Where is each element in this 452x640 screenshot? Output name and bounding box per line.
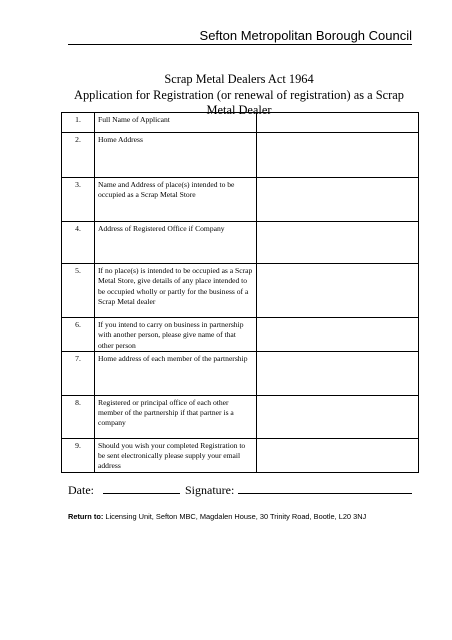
partner-name-field[interactable] [257, 318, 419, 352]
row-number: 9. [62, 438, 95, 472]
row-label-scrap-metal-store: Name and Address of place(s) intended to be occupied as a Scrap Metal Store [95, 178, 257, 222]
form-row-8 [62, 395, 419, 438]
other-place-field[interactable] [257, 264, 419, 318]
row-number: 3. [62, 178, 95, 222]
signature-label: Signature: [185, 483, 235, 497]
form-row-1 [62, 113, 419, 133]
row-number: 4. [62, 222, 95, 264]
partner-office-field[interactable] [257, 395, 419, 438]
registered-office-field[interactable] [257, 222, 419, 264]
row-label-partner-office: Registered or principal office of each other member of the partnership if that partner is a company [95, 395, 257, 438]
row-label-registered-office: Address of Registered Office if Company [95, 222, 257, 264]
row-label-partner-name: If you intend to carry on business in partnership with another person, please give name of that other person [95, 318, 257, 352]
row-label-full-name: Full Name of Applicant [95, 113, 257, 133]
home-address-field[interactable] [257, 133, 419, 178]
application-title-line-1: Application for Registration (or renewal of registration) as a Scrap [74, 87, 404, 102]
date-label: Date: [68, 483, 94, 497]
application-title-line-2: Metal Dealer [206, 103, 272, 118]
partner-home-address-field[interactable] [257, 351, 419, 395]
full-name-field[interactable] [257, 113, 419, 133]
application-form-table [61, 112, 419, 473]
form-row-2 [62, 133, 419, 178]
form-row-6 [62, 318, 419, 352]
row-number: 2. [62, 133, 95, 178]
row-label-email: Should you wish your completed Registration to be sent electronically please supply your email address [95, 438, 257, 472]
row-number: 5. [62, 264, 95, 318]
scrap-metal-store-field[interactable] [257, 178, 419, 222]
form-row-7 [62, 351, 419, 395]
row-label-home-address: Home Address [95, 133, 257, 178]
return-address-line [68, 512, 428, 521]
form-row-3 [62, 178, 419, 222]
form-row-9 [62, 438, 419, 472]
row-number: 1. [62, 113, 95, 133]
council-name: Sefton Metropolitan Borough Council [199, 28, 412, 43]
return-address: Licensing Unit, Sefton MBC, Magdalen House, 30 Trinity Road, Bootle, L20 3NJ [105, 512, 367, 521]
return-label: Return to: [68, 512, 104, 521]
signature-field[interactable] [238, 493, 412, 494]
row-number: 7. [62, 351, 95, 395]
act-title: Scrap Metal Dealers Act 1964 [164, 72, 314, 86]
row-label-other-place: If no place(s) is intended to be occupied as a Scrap Metal Store, give details of any place intended to be occupied wholly or partly for the business of a Scrap Metal dealer [95, 264, 257, 318]
row-number: 8. [62, 395, 95, 438]
row-number: 6. [62, 318, 95, 352]
form-row-5 [62, 264, 419, 318]
row-label-partner-home-address: Home address of each member of the partnership [95, 351, 257, 395]
header-rule [68, 44, 412, 45]
form-row-4 [62, 222, 419, 264]
email-field[interactable] [257, 438, 419, 472]
date-field[interactable] [103, 493, 180, 494]
